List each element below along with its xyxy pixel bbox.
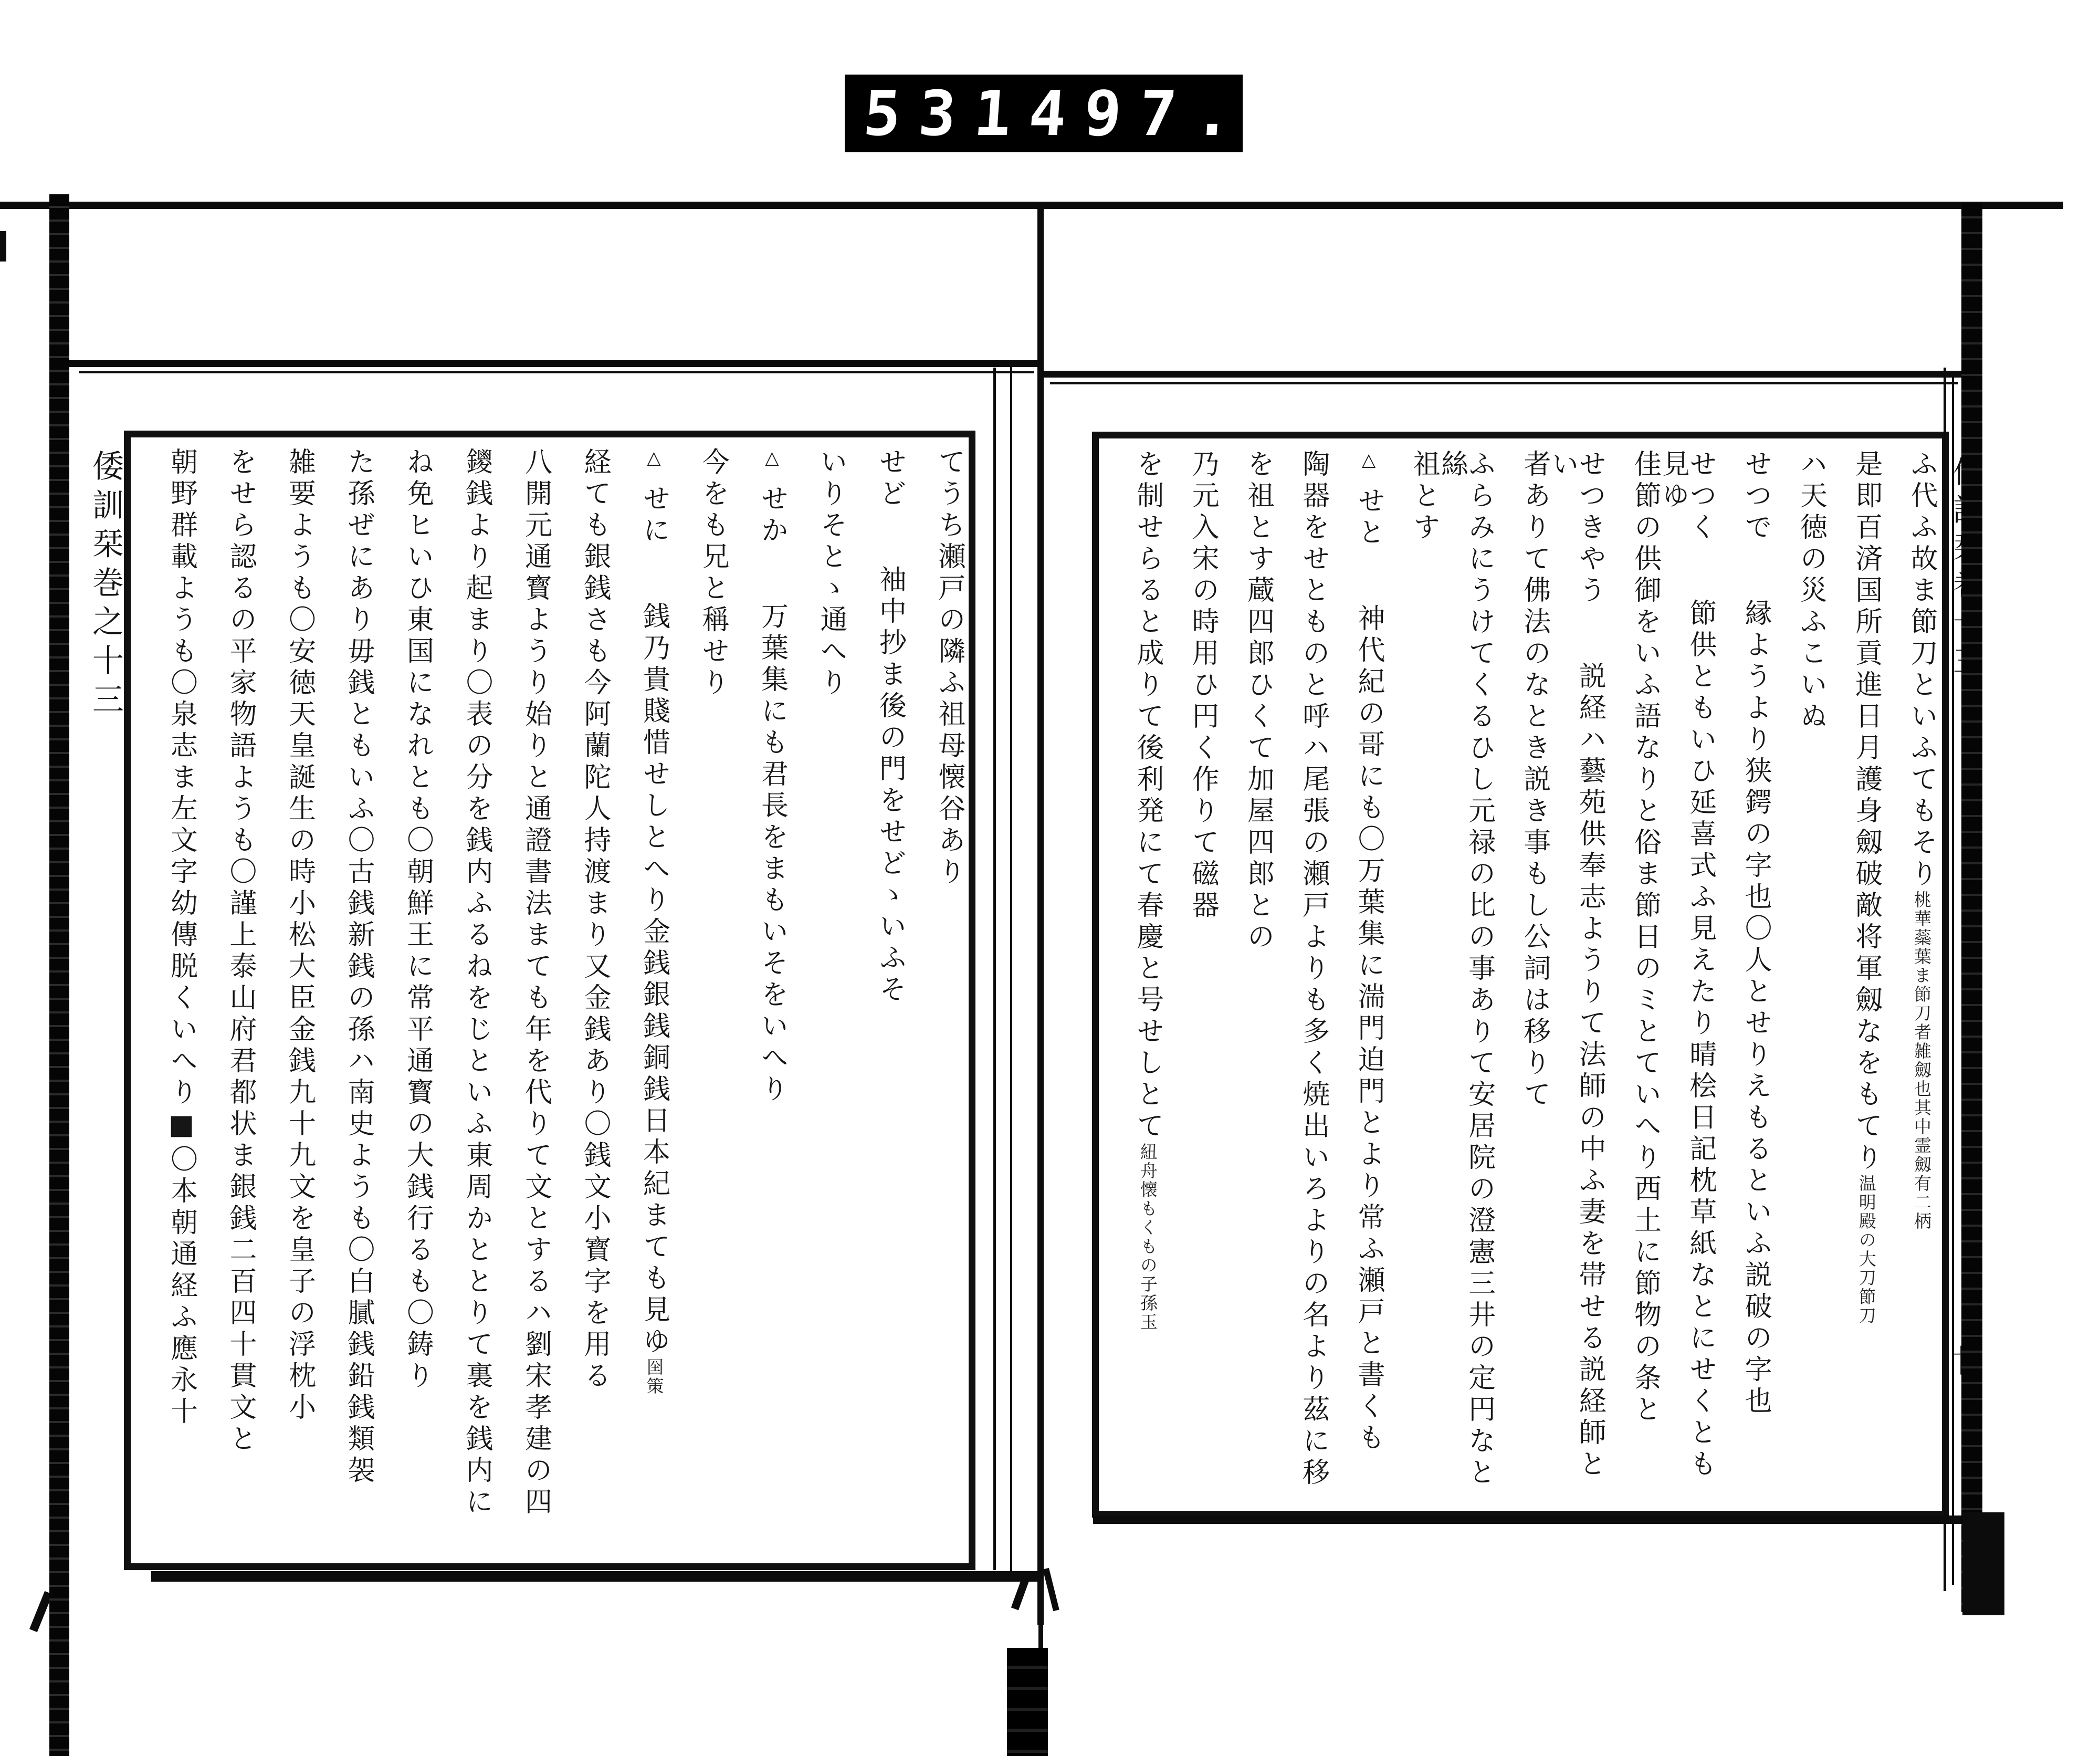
text-column: [550, 447, 609, 1555]
column-text: 万葉集にも君長をまもいそをいへり: [756, 602, 788, 1106]
entry-headword: せと: [1353, 486, 1385, 549]
column-text: 袖中抄ま後の門をせどゝいふそ: [874, 565, 906, 1006]
interlinear-note: 紐舟懐もくもの子孫玉: [1137, 1143, 1158, 1332]
text-column: [1603, 450, 1661, 1500]
column-text: た孫ぜにあり毋銭ともいふ〇古銭新銭の孫ハ南史ようも〇白膩銭鉛銭類袈: [343, 447, 374, 1487]
text-column: [1880, 450, 1935, 1500]
left-page-top-edge-thin: [79, 371, 1034, 373]
text-column: [1547, 450, 1606, 1500]
right-page-top-edge: [1044, 371, 1961, 378]
left-page-text-columns: [135, 447, 963, 1555]
text-column: [1659, 450, 1714, 1500]
text-column: [372, 447, 432, 1555]
column-text: 陶器をせとものと呼ハ尾張の瀬戸よりも多く焼出いろよりの名より茲に移: [1297, 450, 1329, 1489]
bookmark-tassel: [1007, 1648, 1048, 1756]
left-page-bottom-rule: [151, 1571, 1041, 1582]
column-text: 乃元入宋の時用ひ円く作りて磁器: [1187, 450, 1219, 922]
text-column: [1161, 450, 1219, 1500]
text-column: [668, 447, 727, 1555]
column-text: 今をも兄と稱せり: [697, 447, 729, 699]
text-column: [1216, 450, 1272, 1500]
text-column: [1714, 450, 1772, 1500]
right-page-bottom-rule: [1093, 1515, 2004, 1524]
interlinear-note: 囶策: [644, 1358, 665, 1396]
text-column: [136, 447, 195, 1555]
entry-headword: せつきやう: [1574, 450, 1606, 607]
column-text: てうち瀬戸の隣ふ祖母懐谷あり: [933, 447, 965, 889]
column-text: 朝野群載ようも〇泉志ま左文字幼傳脱くいへり■〇本朝通経ふ應永十: [165, 447, 197, 1428]
column-text: を祖とす蔵四郎ひくて加屋四郎との: [1242, 450, 1274, 954]
counter-left-digits: 531: [861, 77, 1032, 150]
column-text: 鑁銭より起まり〇表の分を銭内ふるねをじといふ東周かととりて裏を銭内に: [461, 447, 492, 1519]
column-text: いりそとゝ通へり: [815, 447, 847, 699]
text-column: [1437, 450, 1493, 1500]
entry-marker-triangle: △: [761, 447, 783, 473]
column-text: ふらみにうけてくるひし元禄の比の事ありて安居院の澄憲三井の定円なと絲: [1436, 450, 1495, 1489]
entry-headword: せつく: [1684, 450, 1716, 544]
column-text: ふ代ふ故ま節刀といふてもそり: [1906, 450, 1937, 891]
column-text: 雑要ようも〇安徳天皇誕生の時小松大臣金銭九十九文を皇子の浮枕小: [284, 447, 316, 1424]
entry-headword: せど: [874, 447, 906, 510]
bookmark-clip: [1043, 1568, 1059, 1611]
right-page-stack-line: [1944, 368, 1946, 1591]
counter-right-digits: 497.: [1026, 77, 1253, 150]
text-column: [432, 447, 491, 1555]
text-column: [786, 447, 845, 1555]
text-column: [727, 447, 786, 1555]
text-column: [1769, 450, 1827, 1500]
entry-marker-triangle: △: [1358, 450, 1380, 475]
column-text: 神代紀の哥にも〇万葉集に湍門迫門とより常ふ瀬戸と書くも: [1353, 604, 1385, 1455]
book-right-edge-stub: [1962, 1512, 2004, 1615]
column-text: 銭乃貴賤惜せしとへり金銭銀銭銅銭日本紀まても見ゆ: [638, 602, 670, 1358]
center-binding-line: [1037, 208, 1044, 1625]
left-page-running-title: 倭訓栞巻之十三: [87, 450, 124, 722]
entry-headword: せに: [638, 484, 670, 547]
book-right-cover-edge: [1961, 203, 1982, 1612]
column-text: 者ありて佛法のなとき説き事もし公詞は移りて: [1518, 450, 1550, 1111]
text-column: [1272, 450, 1327, 1500]
left-margin-tick: [0, 231, 6, 262]
text-column: [1824, 450, 1880, 1500]
column-text: を制せらると成りて後利発にて春慶と号せしとて: [1131, 450, 1163, 1143]
book-top-edge-rule: [0, 202, 2063, 209]
text-column: [608, 447, 668, 1555]
text-column: [845, 447, 904, 1555]
gutter-page-stack-line: [993, 368, 996, 1570]
entry-headword: せか: [756, 484, 788, 547]
text-column: [313, 447, 373, 1555]
column-text: 祖とす: [1408, 450, 1440, 544]
interlinear-note: 温明殿の大刀節刀: [1856, 1174, 1877, 1325]
column-text: 説経ハ藝苑供奉志ようりて法師の中ふ妻を帯せる説経師とい: [1547, 450, 1606, 1481]
text-column: [490, 447, 550, 1555]
frame-counter-display: [845, 75, 1253, 152]
entry-marker-triangle: △: [643, 447, 665, 473]
book-left-cover-edge: [49, 194, 69, 1756]
text-column: [1106, 450, 1161, 1500]
column-text: ハ天徳の災ふこいぬ: [1795, 450, 1827, 733]
right-page-text-columns: [1106, 450, 1935, 1500]
text-column: [904, 447, 963, 1555]
text-column: [195, 447, 255, 1555]
column-text: ね免ヒいひ東国になれとも〇朝鮮王に常平通寳の大銭行るも〇鋳り: [402, 447, 434, 1393]
text-column: [1327, 450, 1385, 1500]
column-text: 佳節の供御をいふ語なりと俗ま節日のミとていへり西土に節物の条と: [1629, 450, 1661, 1426]
right-page-stack-line: [1952, 372, 1954, 1585]
right-page-top-edge-thin: [1050, 382, 1958, 384]
entry-headword: せつで: [1740, 450, 1772, 544]
gutter-page-stack-line: [1010, 365, 1012, 1573]
interlinear-note: 桃華蘂葉ま節刀者雑劔也其中霊劔有二柄: [1912, 891, 1932, 1231]
column-text: 八開元通寳ようり始りと通證書法まても年を代りて文とするハ劉宋孝建の四: [520, 447, 552, 1519]
column-text: 経ても銀銭さも今阿蘭陀人持渡まり又金銭あり〇銭文小寳字を用る: [579, 447, 611, 1393]
column-text: 縁ようより狭鍔の字也〇人とせりえもるといふ説破の字也: [1740, 599, 1772, 1418]
column-text: 節供ともいひ延喜式ふ見えたり晴桧日記枕草紙なとにせくとも見ゆ: [1657, 450, 1716, 1481]
text-column: [254, 447, 316, 1555]
column-text: をせら認るの平家物語ようも〇謹上泰山府君都状ま銀銭二百四十貫文と: [225, 447, 256, 1456]
left-page-top-edge: [69, 360, 1038, 367]
text-column: [1382, 450, 1440, 1500]
text-column: [1493, 450, 1548, 1500]
column-text: 是即百済国所貢進日月護身劔破敵将軍劔なをもてり: [1850, 450, 1882, 1174]
